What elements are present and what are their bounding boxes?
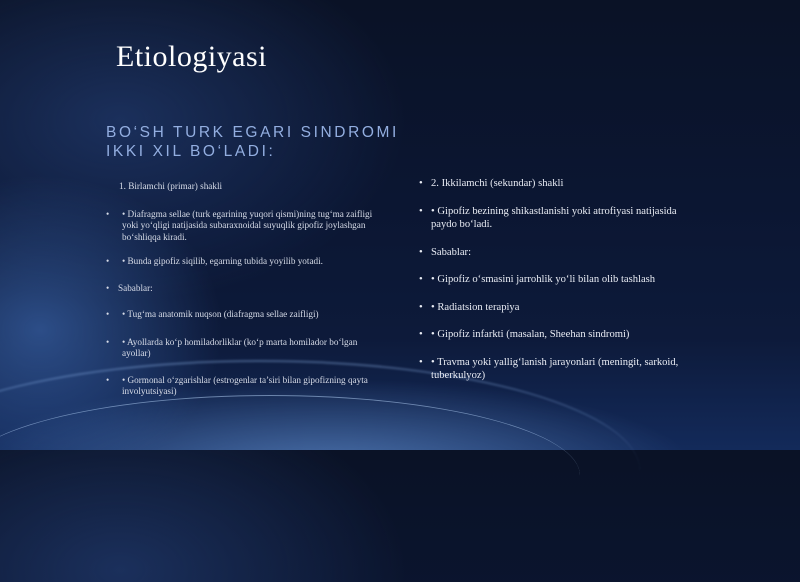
left-item-text: • Tug‘ma anatomik nuqson (diafragma sellae zaifligi): [122, 309, 319, 319]
bullet-icon: •: [106, 256, 110, 266]
bullet-icon: •: [419, 301, 423, 313]
left-item: [106, 209, 378, 244]
right-item: [419, 356, 689, 383]
left-item-text: • Ayollarda ko‘p homiladorliklar (ko‘p marta homilador bo‘lgan ayollar): [122, 336, 358, 358]
right-item-text: • Radiatsion terapiya: [431, 301, 520, 313]
left-item: [106, 309, 378, 321]
right-item-text: • Travma yoki yallig‘lanish jarayonlari (meningit, sarkoid, tuberkulyoz): [431, 356, 679, 381]
left-item: [106, 375, 378, 398]
left-item: [106, 337, 378, 360]
bullet-icon: •: [419, 329, 423, 340]
left-heading: [106, 181, 378, 193]
bullet-icon: •: [419, 246, 423, 258]
bullet-icon: •: [106, 374, 110, 385]
bullet-icon: •: [106, 282, 110, 293]
bullet-icon: •: [419, 178, 423, 189]
bullet-icon: •: [106, 336, 110, 347]
right-heading-text: 2. Ikkilamchi (sekundar) shakli: [431, 178, 564, 189]
left-item: [106, 283, 378, 295]
right-item-text: • Gipofiz o‘smasini jarrohlik yo‘li bilan olib tashlash: [431, 274, 656, 285]
right-heading: [419, 177, 689, 191]
left-item-text: • Diafragma sellae (turk egarining yuqori qismi)ning tug‘ma zaifligi yoki yo‘qligi natijasida subaraxnoidal suyuqlik gipofiz joylashgan bo‘shliqqa kiradi.: [122, 208, 373, 242]
right-item: [419, 205, 689, 232]
slide-title: Etiologiyasi: [116, 40, 267, 73]
right-item: [419, 273, 689, 287]
left-item-text: • Bunda gipofiz siqilib, egarning tubida yoyilib yotadi.: [122, 256, 323, 266]
right-item-text: • Gipofiz infarkti (masalan, Sheehan sindromi): [431, 329, 630, 340]
bullet-icon: •: [419, 274, 423, 285]
right-item: [419, 246, 689, 260]
right-item-text: • Gipofiz bezining shikastlanishi yoki atrofiyasi natijasida paydo bo‘ladi.: [431, 205, 677, 230]
left-item-text: Sabablar:: [118, 282, 153, 293]
right-item: [419, 328, 689, 342]
right-item: [419, 301, 689, 315]
left-heading-text: 1. Birlamchi (primar) shakli: [119, 181, 223, 191]
right-item-text: Sabablar:: [431, 246, 472, 258]
bullet-icon: •: [419, 356, 423, 368]
bullet-icon: •: [419, 205, 423, 217]
slide-subtitle: BO‘SH TURK EGARI SINDROMI IKKI XIL BO‘LADI:: [106, 124, 399, 160]
left-item-text: • Gormonal o‘zgarishlar (estrogenlar ta’siri bilan gipofizning qayta involyutsiyasi): [122, 374, 368, 396]
right-column: [419, 177, 689, 383]
left-column: [106, 181, 378, 398]
bullet-icon: •: [106, 208, 110, 219]
left-item: [106, 256, 378, 268]
bullet-icon: •: [106, 309, 110, 319]
